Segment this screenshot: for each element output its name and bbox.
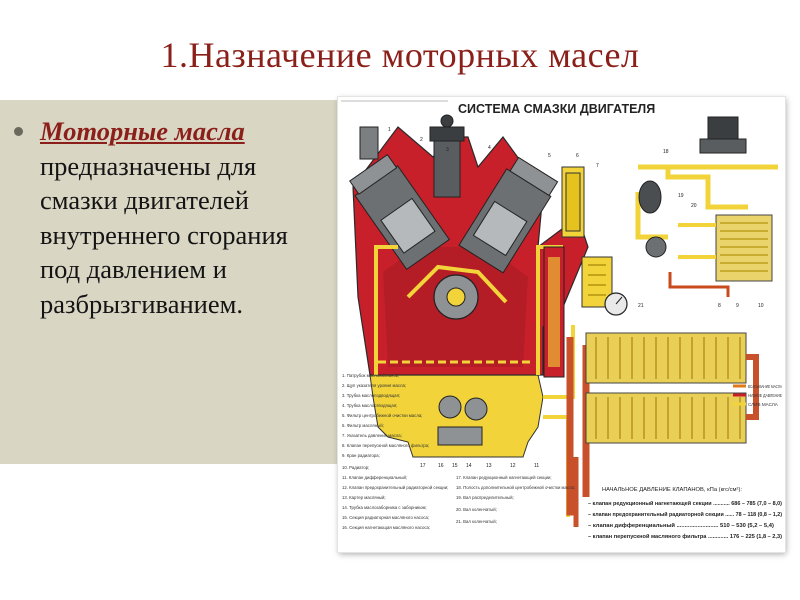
callout-5: 5 bbox=[548, 153, 551, 159]
part-item: 13. Картер масляный; bbox=[342, 495, 386, 500]
callout-20: 20 bbox=[691, 203, 697, 209]
part-item: 18. Полость дополнительной центробежной очистки масла; bbox=[456, 485, 576, 490]
callout-17: 17 bbox=[420, 463, 426, 469]
parts-list-right bbox=[456, 475, 575, 524]
bullet-dot-icon bbox=[14, 127, 23, 136]
callout-2: 2 bbox=[420, 137, 423, 143]
callout-12: 12 bbox=[510, 463, 516, 469]
callout-1: 1 bbox=[388, 127, 391, 133]
part-item: 3. Трубка маслоподводящая; bbox=[342, 393, 401, 398]
part-item: 6. Фильтр масляный; bbox=[342, 423, 384, 428]
lubrication-diagram-svg bbox=[338, 97, 799, 552]
diagram-legend bbox=[733, 384, 783, 407]
oil-filler-neck bbox=[360, 127, 378, 159]
pressure-row: – клапан предохранительный радиаторной секции ...... 78 – 118 (0,8 – 1,2) bbox=[588, 512, 799, 518]
part-item: 7. Указатель давления масла; bbox=[342, 433, 402, 438]
part-item: 9. Кран радиатора; bbox=[342, 453, 380, 458]
legend-suction: ВСАСЫВАНИЕ МАСЛА bbox=[748, 384, 783, 389]
callout-8: 8 bbox=[718, 303, 721, 309]
callout-18: 18 bbox=[663, 149, 669, 155]
pressure-header: НАЧАЛЬНОЕ ДАВЛЕНИЕ КЛАПАНОВ, кПа (кгс/см²): bbox=[602, 487, 742, 493]
part-item: 2. Щуп указателя уровня масла; bbox=[342, 383, 407, 388]
pressure-row: – клапан редукционный нагнетающей секции ........... 686 – 785 (7,0 – 8,0) bbox=[588, 501, 794, 507]
part-item: 17. Клапан редукционный нагнетающей секции; bbox=[456, 475, 552, 480]
term-engine-oils: Моторные масла bbox=[40, 116, 245, 146]
callout-15: 15 bbox=[452, 463, 458, 469]
callout-13: 13 bbox=[486, 463, 492, 469]
callout-21: 21 bbox=[638, 303, 644, 309]
bullet-item bbox=[14, 114, 332, 321]
part-item: 5. Фильтр центробежной очистки масла; bbox=[342, 413, 423, 418]
legend-drain: СЛИВ МАСЛА bbox=[748, 402, 778, 407]
oil-radiator-upper bbox=[586, 333, 746, 383]
part-item: 11. Клапан дифференциальный; bbox=[342, 475, 408, 480]
callout-14: 14 bbox=[466, 463, 472, 469]
slide-title: 1.Назначение моторных масел bbox=[160, 35, 640, 75]
callout-16: 16 bbox=[438, 463, 444, 469]
callout-9: 9 bbox=[736, 303, 739, 309]
definition-text: предназначены для смазки двигателей внутреннего сгорания под давлением и разбрызгиванием. bbox=[40, 150, 288, 319]
part-item: 14. Трубка маслозаборника с заборником; bbox=[342, 505, 427, 510]
part-item: 16. Секция нагнетающая масляного насоса; bbox=[342, 525, 431, 530]
valve-pressure-table bbox=[588, 487, 799, 540]
callout-7: 7 bbox=[596, 163, 599, 169]
part-item: 8. Клапан перепускной масляного фильтра; bbox=[342, 443, 430, 448]
callout-11: 11 bbox=[534, 463, 540, 469]
callouts-right bbox=[718, 303, 764, 309]
diagram-title: СИСТЕМА СМАЗКИ ДВИГАТЕЛЯ bbox=[458, 102, 656, 116]
bullet-text bbox=[40, 114, 332, 321]
text-panel bbox=[0, 100, 337, 464]
part-item: 20. Вал коленчатый; bbox=[456, 507, 497, 512]
part-item: 21. Вал коленчатый; bbox=[456, 519, 497, 524]
pressure-row: – клапан перепускной масляного фильтра ............. 176 – 225 (1,8 – 2,3) bbox=[588, 534, 789, 540]
pressure-row: – клапан дифференциальный .......................... 510 – 530 (5,2 – 5,4) bbox=[588, 523, 774, 529]
callout-3: 3 bbox=[446, 147, 449, 153]
fine-filter bbox=[639, 181, 661, 213]
callout-10: 10 bbox=[758, 303, 764, 309]
part-item: 19. Вал распределительный; bbox=[456, 495, 514, 500]
callout-6: 6 bbox=[576, 153, 579, 159]
lubrication-diagram bbox=[338, 97, 799, 552]
callouts-bottom bbox=[420, 463, 539, 469]
part-item: 10. Радиатор; bbox=[342, 465, 370, 470]
legend-low-pressure: НИЗКОЕ ДАВЛЕНИЕ bbox=[748, 393, 782, 398]
part-item: 12. Клапан предохранительный радиаторной секции; bbox=[342, 485, 449, 490]
oil-pump bbox=[439, 396, 461, 418]
part-item: 4. Трубка маслоотводящая; bbox=[342, 403, 398, 408]
part-item: 1. Патрубок маслоналивной; bbox=[342, 373, 400, 378]
callout-4: 4 bbox=[488, 145, 491, 151]
callout-19: 19 bbox=[678, 193, 684, 199]
oil-radiator-lower bbox=[586, 393, 746, 443]
part-item: 15. Секция радиаторная масляного насоса; bbox=[342, 515, 430, 520]
